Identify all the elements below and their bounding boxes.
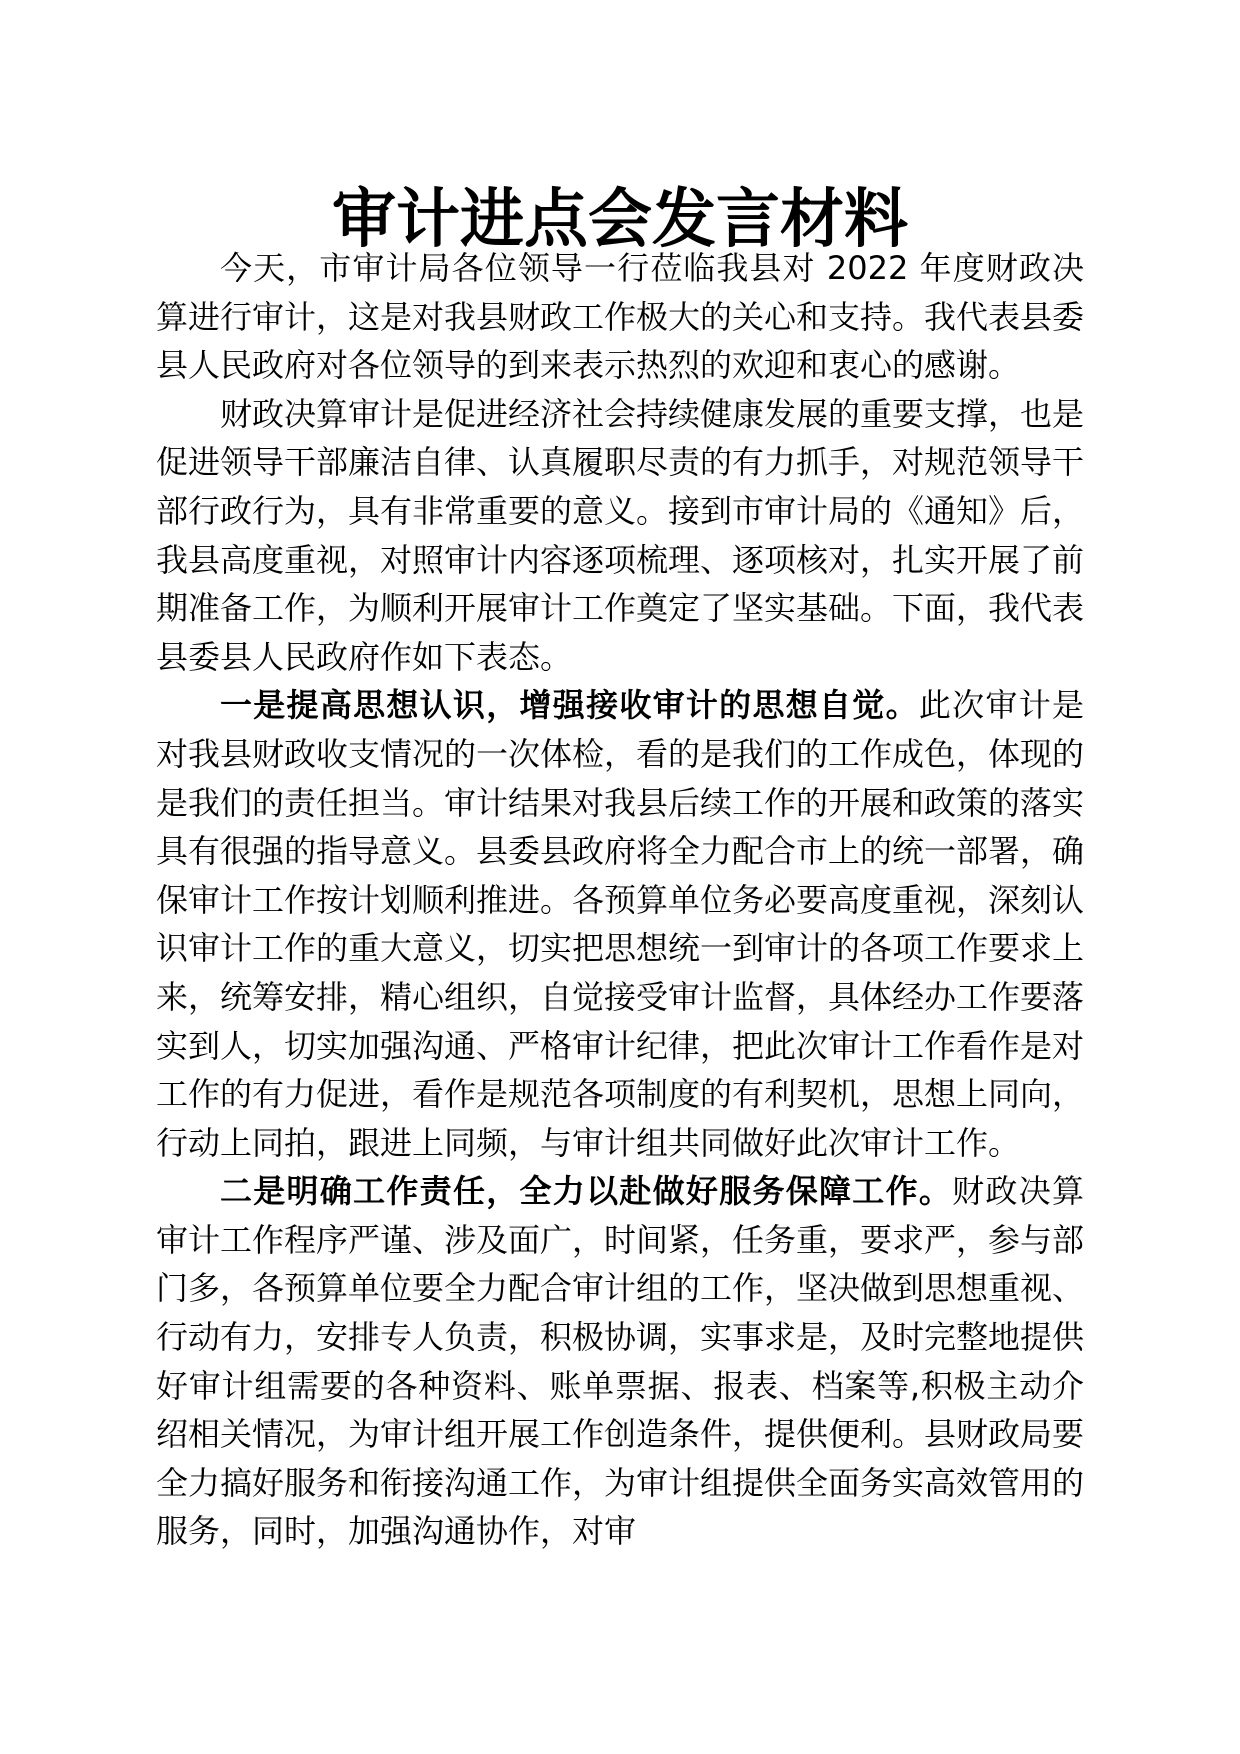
paragraph-text: 今天，市审计局各位领导一行莅临我县对 2022 年度财政决算进行审计，这是对我县财政工作极大的关心和支持。我代表县委县人民政府对各位领导的到来表示热烈的欢迎和衷心的感谢。 — [156, 249, 1085, 385]
paragraph-text: 此次审计是对我县财政收支情况的一次体检，看的是我们的工作成色，体现的是我们的责任担当。审计结果对我县后续工作的开展和政策的落实具有很强的指导意义。县委县政府将全力配合市上的统一部署，确保审计工作按计划顺利推进。各预算单位务必要高度重视，深刻认识审计工作的重大意义，切实把思想统一到审计的各项工作要求上来，统筹安排，精心组织，自觉接受审计监督，具体经办工作要落实到人，切实加强沟通、严格审计纪律，把此次审计工作看作是对工作的有力促进，看作是规范各项制度的有利契机，思想上同向，行动上同拍，跟进上同频，与审计组共同做好此次审计工作。 — [156, 686, 1085, 1162]
paragraph-text: 财政决算审计工作程序严谨、涉及面广，时间紧，任务重，要求严，参与部门多，各预算单位要全力配合审计组的工作，坚决做到思想重视、行动有力，安排专人负责，积极协调，实事求是，及时完整地提供好审计组需要的各种资料、账单票据、报表、档案等,积极主动介绍相关情况，为审计组开展工作创造条件，提供便利。县财政局要全力搞好服务和衔接沟通工作，为审计组提供全面务实高效管用的服务，同时，加强沟通协作，对审 — [156, 1172, 1085, 1551]
paragraph-1 — [156, 244, 1084, 390]
document-body — [156, 183, 1085, 1556]
paragraph-heading: 二是明确工作责任，全力以赴做好服务保障工作。 — [220, 1172, 953, 1211]
paragraph-3 — [156, 681, 1084, 1167]
paragraph-heading: 一是提高思想认识，增强接收审计的思想自觉。 — [220, 686, 919, 725]
document-title: 审计进点会发言材料 — [332, 183, 908, 257]
paragraph-4 — [156, 1167, 1084, 1556]
paragraph-text: 财政决算审计是促进经济社会持续健康发展的重要支撑，也是促进领导干部廉洁自律、认真履职尽责的有力抓手，对规范领导干部行政行为，具有非常重要的意义。接到市审计局的《通知》后，我县高度重视，对照审计内容逐项梳理、逐项核对，扎实开展了前期准备工作，为顺利开展审计工作奠定了坚实基础。下面，我代表县委县人民政府作如下表态。 — [156, 394, 1085, 676]
paragraph-2 — [156, 390, 1084, 682]
